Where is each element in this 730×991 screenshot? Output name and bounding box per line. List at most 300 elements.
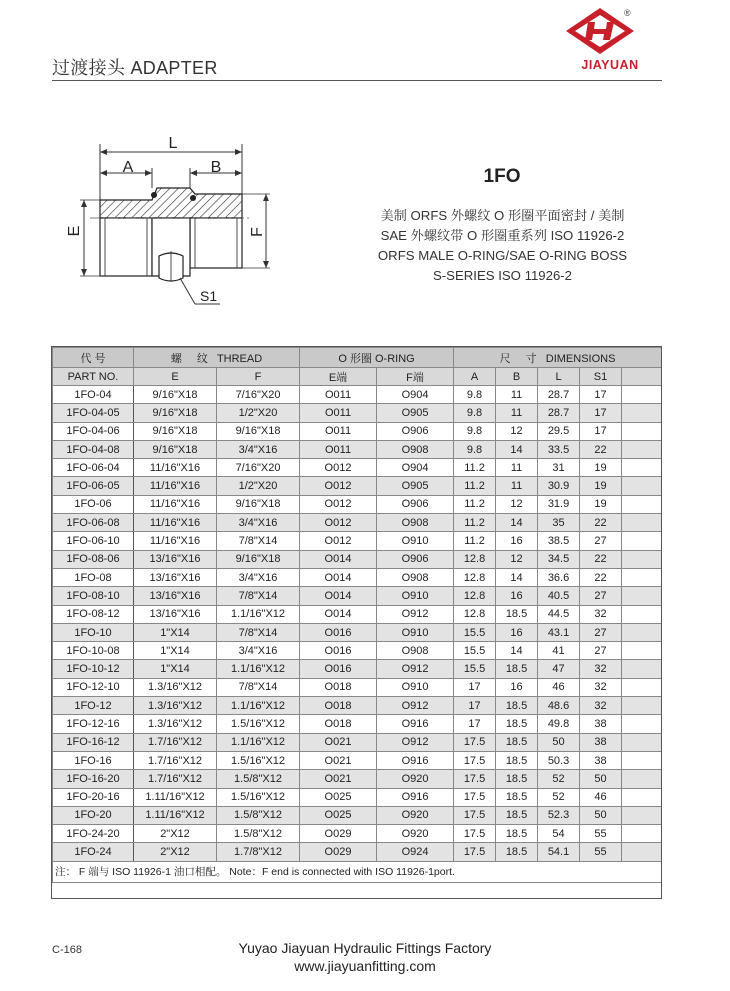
table-cell: O908	[377, 642, 454, 660]
table-cell: 41	[538, 642, 580, 660]
table-cell: 9/16"X18	[217, 550, 300, 568]
table-cell: 1.3/16"X12	[134, 715, 217, 733]
table-row	[53, 550, 662, 568]
table-cell: O912	[377, 733, 454, 751]
table-cell: O906	[377, 495, 454, 513]
fitting-drawing	[60, 128, 290, 318]
table-row	[53, 623, 662, 641]
table-cell: O012	[300, 477, 377, 495]
table-cell-blank	[622, 404, 662, 422]
table-cell: 1FO-04-05	[53, 404, 134, 422]
table-cell-blank	[622, 733, 662, 751]
table-cell: 1FO-06	[53, 495, 134, 513]
table-cell: 55	[580, 825, 622, 843]
table-cell: 17.5	[454, 733, 496, 751]
table-cell: 9/16"X18	[217, 422, 300, 440]
table-row	[53, 477, 662, 495]
table-cell: 38	[580, 733, 622, 751]
table-cell: O012	[300, 532, 377, 550]
table-cell: 9/16"X18	[134, 440, 217, 458]
table-cell-blank	[622, 715, 662, 733]
table-cell: O908	[377, 568, 454, 586]
table-cell: 3/4"X16	[217, 642, 300, 660]
table-cell: 30.9	[538, 477, 580, 495]
col-group-oring: O 形圈 O-RING	[300, 348, 454, 368]
table-cell: 52	[538, 788, 580, 806]
table-cell: 12	[496, 550, 538, 568]
table-cell: 11/16"X16	[134, 477, 217, 495]
dimensions-header-cn: 尺 寸	[499, 352, 543, 365]
dim-label-f: F	[249, 227, 266, 237]
table-cell: 1FO-10-12	[53, 660, 134, 678]
column-header: E	[134, 368, 217, 386]
table-cell: 32	[580, 605, 622, 623]
table-cell: O908	[377, 440, 454, 458]
table-cell: 17.5	[454, 770, 496, 788]
table-cell: 32	[580, 697, 622, 715]
table-cell-blank	[622, 660, 662, 678]
table-cell: 17.5	[454, 843, 496, 861]
table-cell: 12.8	[454, 587, 496, 605]
table-cell: 18.5	[496, 733, 538, 751]
table-cell: 9.8	[454, 440, 496, 458]
table-cell: O910	[377, 623, 454, 641]
table-cell: 1FO-10-08	[53, 642, 134, 660]
table-cell: 14	[496, 642, 538, 660]
table-row	[53, 843, 662, 861]
table-cell: 50	[538, 733, 580, 751]
table-cell: 17.5	[454, 751, 496, 769]
registered-mark: ®	[624, 8, 631, 18]
description-line: 美制 ORFS 外螺纹 O 形圈平面密封 / 美制	[380, 208, 625, 223]
table-cell: 17.5	[454, 788, 496, 806]
table-cell: 17.5	[454, 806, 496, 824]
table-cell: 1.11/16"X12	[134, 788, 217, 806]
dim-label-a: A	[122, 159, 134, 176]
table-cell: 11.2	[454, 514, 496, 532]
column-header: A	[454, 368, 496, 386]
table-cell: 17.5	[454, 825, 496, 843]
table-cell: 15.5	[454, 642, 496, 660]
table-cell: 13/16"X16	[134, 568, 217, 586]
table-row	[53, 404, 662, 422]
table-cell: 18.5	[496, 715, 538, 733]
table-cell: 27	[580, 623, 622, 641]
table-cell: O018	[300, 715, 377, 733]
table-cell: O905	[377, 477, 454, 495]
table-cell: O025	[300, 788, 377, 806]
table-cell-blank	[622, 642, 662, 660]
table-row	[53, 697, 662, 715]
column-header: F端	[377, 368, 454, 386]
table-cell: 3/4"X16	[217, 568, 300, 586]
table-cell-blank	[622, 440, 662, 458]
table-cell: 34.5	[538, 550, 580, 568]
table-cell: 7/16"X20	[217, 386, 300, 404]
table-cell-blank	[622, 751, 662, 769]
table-cell: O910	[377, 532, 454, 550]
table-cell: O912	[377, 697, 454, 715]
table-cell: 7/16"X20	[217, 459, 300, 477]
page-title: 过渡接头 ADAPTER	[52, 58, 218, 78]
col-group-thread	[134, 348, 300, 368]
table-cell: O025	[300, 806, 377, 824]
table-cell: 3/4"X16	[217, 440, 300, 458]
table-cell: 11.2	[454, 477, 496, 495]
table-cell: 12.8	[454, 568, 496, 586]
table-cell: 18.5	[496, 660, 538, 678]
table-cell-blank	[622, 477, 662, 495]
table-row	[53, 568, 662, 586]
table-cell: 22	[580, 440, 622, 458]
table-cell: 1.1/16"X12	[217, 697, 300, 715]
table-cell: 11/16"X16	[134, 532, 217, 550]
table-cell-blank	[622, 386, 662, 404]
column-header: S1	[580, 368, 622, 386]
table-cell-blank	[622, 697, 662, 715]
table-cell: 1FO-06-05	[53, 477, 134, 495]
table-cell: 1.1/16"X12	[217, 733, 300, 751]
table-cell: 11.2	[454, 495, 496, 513]
table-cell: 12.8	[454, 605, 496, 623]
column-header: F	[217, 368, 300, 386]
header-divider	[52, 80, 662, 81]
table-cell: 3/4"X16	[217, 514, 300, 532]
table-cell: 1FO-04-08	[53, 440, 134, 458]
table-cell: 31	[538, 459, 580, 477]
table-cell: 14	[496, 568, 538, 586]
table-cell: 54.1	[538, 843, 580, 861]
table-cell: 1FO-04-06	[53, 422, 134, 440]
table-cell: O018	[300, 697, 377, 715]
table-cell: 1FO-08-06	[53, 550, 134, 568]
table-cell: O012	[300, 514, 377, 532]
table-cell: 7/8"X14	[217, 532, 300, 550]
table-cell: 16	[496, 532, 538, 550]
table-cell: 1FO-10	[53, 623, 134, 641]
table-cell: 13/16"X16	[134, 605, 217, 623]
table-cell: 1.5/8"X12	[217, 806, 300, 824]
table-cell: 17	[580, 404, 622, 422]
table-cell: 28.7	[538, 404, 580, 422]
table-cell-blank	[622, 514, 662, 532]
table-cell: 1.11/16"X12	[134, 806, 217, 824]
thread-header-cn: 螺 纹	[170, 352, 214, 365]
dim-label-e: E	[66, 225, 83, 237]
table-cell: O910	[377, 587, 454, 605]
table-cell: 16	[496, 678, 538, 696]
description-line: SAE 外螺纹带 O 形圈重系列 ISO 11926-2	[380, 228, 625, 243]
table-cell: 15.5	[454, 660, 496, 678]
table-cell: 17	[454, 697, 496, 715]
model-code: 1FO	[483, 166, 521, 187]
table-cell: 1.7/16"X12	[134, 751, 217, 769]
table-cell: 17	[580, 386, 622, 404]
table-cell-blank	[622, 825, 662, 843]
table-row	[53, 751, 662, 769]
thread-header-en: THREAD	[216, 352, 263, 365]
table-cell: 46	[538, 678, 580, 696]
table-cell: 1FO-16	[53, 751, 134, 769]
brand-name: JIAYUAN	[581, 58, 639, 72]
table-cell-blank	[622, 843, 662, 861]
table-cell: 32	[580, 678, 622, 696]
table-cell: O018	[300, 678, 377, 696]
table-cell: 1.7/16"X12	[134, 770, 217, 788]
table-row	[53, 440, 662, 458]
table-cell: 44.5	[538, 605, 580, 623]
table-cell: O012	[300, 495, 377, 513]
table-cell: O014	[300, 605, 377, 623]
table-cell: 22	[580, 550, 622, 568]
table-cell-blank	[622, 550, 662, 568]
table-cell: 18.5	[496, 605, 538, 623]
table-cell: 2"X12	[134, 825, 217, 843]
table-cell: 36.6	[538, 568, 580, 586]
table-cell: 22	[580, 514, 622, 532]
table-cell: 1"X14	[134, 660, 217, 678]
table-cell: 19	[580, 495, 622, 513]
table-cell: 18.5	[496, 770, 538, 788]
table-cell: 29.5	[538, 422, 580, 440]
table-row	[53, 770, 662, 788]
table-cell: O029	[300, 825, 377, 843]
table-cell: 50.3	[538, 751, 580, 769]
table-cell: 33.5	[538, 440, 580, 458]
table-cell: 1.7/16"X12	[134, 733, 217, 751]
table-cell: O016	[300, 623, 377, 641]
table-cell: 19	[580, 459, 622, 477]
table-cell: 18.5	[496, 825, 538, 843]
table-cell: O912	[377, 605, 454, 623]
table-cell: 9.8	[454, 386, 496, 404]
table-cell: 38.5	[538, 532, 580, 550]
table-cell: O016	[300, 642, 377, 660]
table-cell: 1FO-06-08	[53, 514, 134, 532]
table-cell: O011	[300, 386, 377, 404]
page-number: C-168	[52, 944, 82, 956]
table-cell: 1.5/16"X12	[217, 788, 300, 806]
table-cell: 1.7/8"X12	[217, 843, 300, 861]
table-cell: 54	[538, 825, 580, 843]
specification-table	[52, 347, 662, 883]
table-cell: 32	[580, 660, 622, 678]
table-cell: 1FO-24-20	[53, 825, 134, 843]
table-row	[53, 642, 662, 660]
table-cell: 1.5/8"X12	[217, 825, 300, 843]
table-cell: O029	[300, 843, 377, 861]
table-row	[53, 788, 662, 806]
table-cell: 16	[496, 623, 538, 641]
table-cell: O910	[377, 678, 454, 696]
table-cell-blank	[622, 623, 662, 641]
table-cell: 46	[580, 788, 622, 806]
table-cell: 27	[580, 587, 622, 605]
table-cell: 9/16"X18	[134, 386, 217, 404]
table-cell: O904	[377, 459, 454, 477]
dim-label-l: L	[168, 135, 178, 152]
table-cell: 14	[496, 514, 538, 532]
table-row	[53, 733, 662, 751]
table-cell: O021	[300, 751, 377, 769]
table-cell: O920	[377, 806, 454, 824]
table-cell: 11.2	[454, 532, 496, 550]
table-cell: O012	[300, 459, 377, 477]
table-cell: 11/16"X16	[134, 459, 217, 477]
table-cell-blank	[622, 678, 662, 696]
table-cell: 17	[580, 422, 622, 440]
column-header: B	[496, 368, 538, 386]
table-row	[53, 678, 662, 696]
table-cell: 1/2"X20	[217, 477, 300, 495]
footer-website: www.jiayuanfitting.com	[294, 958, 436, 974]
dim-label-b: B	[210, 159, 222, 176]
col-group-dimensions	[454, 348, 662, 368]
table-cell: 13/16"X16	[134, 550, 217, 568]
table-cell: 1FO-12	[53, 697, 134, 715]
table-cell: O014	[300, 568, 377, 586]
table-cell: 1.5/8"X12	[217, 770, 300, 788]
table-cell-blank	[622, 788, 662, 806]
table-cell: 43.1	[538, 623, 580, 641]
table-cell: 12	[496, 422, 538, 440]
table-cell-blank	[622, 806, 662, 824]
table-cell-blank	[622, 459, 662, 477]
table-cell: 16	[496, 587, 538, 605]
table-cell: 7/8"X14	[217, 587, 300, 605]
table-row	[53, 532, 662, 550]
table-cell: 1FO-16-20	[53, 770, 134, 788]
table-cell: O906	[377, 422, 454, 440]
table-row	[53, 386, 662, 404]
table-cell: 11	[496, 477, 538, 495]
table-cell: O011	[300, 404, 377, 422]
table-cell: 31.9	[538, 495, 580, 513]
table-cell: 1.3/16"X12	[134, 697, 217, 715]
table-cell: O904	[377, 386, 454, 404]
dim-label-s1: S1	[200, 288, 218, 304]
table-cell: 50	[580, 806, 622, 824]
table-cell: O016	[300, 660, 377, 678]
table-cell: 14	[496, 440, 538, 458]
table-cell: 38	[580, 715, 622, 733]
table-cell: 7/8"X14	[217, 678, 300, 696]
table-row	[53, 715, 662, 733]
table-cell: 12.8	[454, 550, 496, 568]
table-cell: 1FO-06-10	[53, 532, 134, 550]
table-cell: 11/16"X16	[134, 514, 217, 532]
col-group-code: 代 号	[53, 348, 134, 368]
table-cell: 2"X12	[134, 843, 217, 861]
table-cell: O014	[300, 550, 377, 568]
table-cell: 52.3	[538, 806, 580, 824]
table-cell-blank	[622, 495, 662, 513]
table-cell: O011	[300, 422, 377, 440]
table-cell: 11/16"X16	[134, 495, 217, 513]
table-cell: 1FO-20-16	[53, 788, 134, 806]
table-cell: 1.1/16"X12	[217, 605, 300, 623]
column-header: PART NO.	[53, 368, 134, 386]
table-cell: 18.5	[496, 697, 538, 715]
table-cell: 1.5/16"X12	[217, 715, 300, 733]
table-cell: O920	[377, 825, 454, 843]
table-cell: 11	[496, 404, 538, 422]
table-cell: 38	[580, 751, 622, 769]
table-cell: O912	[377, 660, 454, 678]
table-row	[53, 459, 662, 477]
table-cell: 1FO-04	[53, 386, 134, 404]
table-cell: 1FO-08-10	[53, 587, 134, 605]
table-cell: 1"X14	[134, 642, 217, 660]
description-line: ORFS MALE O-RING/SAE O-RING BOSS	[377, 248, 628, 263]
table-cell-blank	[622, 770, 662, 788]
table-cell: O916	[377, 715, 454, 733]
table-cell: 12	[496, 495, 538, 513]
table-note: 注： F 端与 ISO 11926-1 油口相配。 Note：F end is connected with ISO 11926-1port.	[53, 861, 662, 882]
table-cell: 1FO-16-12	[53, 733, 134, 751]
table-cell: 15.5	[454, 623, 496, 641]
table-cell: 1FO-20	[53, 806, 134, 824]
table-cell: 47	[538, 660, 580, 678]
table-row	[53, 587, 662, 605]
table-cell: O908	[377, 514, 454, 532]
table-cell: 18.5	[496, 751, 538, 769]
table-row	[53, 495, 662, 513]
description-line: S-SERIES ISO 11926-2	[432, 268, 573, 283]
table-cell: O011	[300, 440, 377, 458]
dimensions-header-en: DIMENSIONS	[545, 352, 616, 365]
table-cell: 27	[580, 642, 622, 660]
table-cell: 17	[454, 678, 496, 696]
column-header: L	[538, 368, 580, 386]
table-cell: 9.8	[454, 404, 496, 422]
table-cell: 1FO-08	[53, 568, 134, 586]
column-header-blank	[622, 368, 662, 386]
brand-logo	[560, 6, 660, 76]
table-cell: 18.5	[496, 788, 538, 806]
table-cell: 9.8	[454, 422, 496, 440]
table-cell: 17	[454, 715, 496, 733]
table-cell: 7/8"X14	[217, 623, 300, 641]
table-cell: O014	[300, 587, 377, 605]
table-cell: O021	[300, 733, 377, 751]
table-cell: 19	[580, 477, 622, 495]
table-cell-blank	[622, 568, 662, 586]
table-cell: 13/16"X16	[134, 587, 217, 605]
table-cell-blank	[622, 587, 662, 605]
table-row	[53, 825, 662, 843]
table-cell: 18.5	[496, 806, 538, 824]
table-cell: 9/16"X18	[217, 495, 300, 513]
table-row	[53, 660, 662, 678]
table-cell: 27	[580, 532, 622, 550]
table-cell: 1FO-24	[53, 843, 134, 861]
table-cell: 11	[496, 386, 538, 404]
table-cell: 1FO-12-10	[53, 678, 134, 696]
table-cell: O021	[300, 770, 377, 788]
table-cell-blank	[622, 605, 662, 623]
table-cell-blank	[622, 532, 662, 550]
table-cell: 11	[496, 459, 538, 477]
table-cell: 9/16"X18	[134, 404, 217, 422]
table-cell: O916	[377, 751, 454, 769]
table-cell: O920	[377, 770, 454, 788]
table-cell: O924	[377, 843, 454, 861]
table-row	[53, 514, 662, 532]
table-cell: 9/16"X18	[134, 422, 217, 440]
table-cell: 55	[580, 843, 622, 861]
product-description	[350, 206, 655, 286]
